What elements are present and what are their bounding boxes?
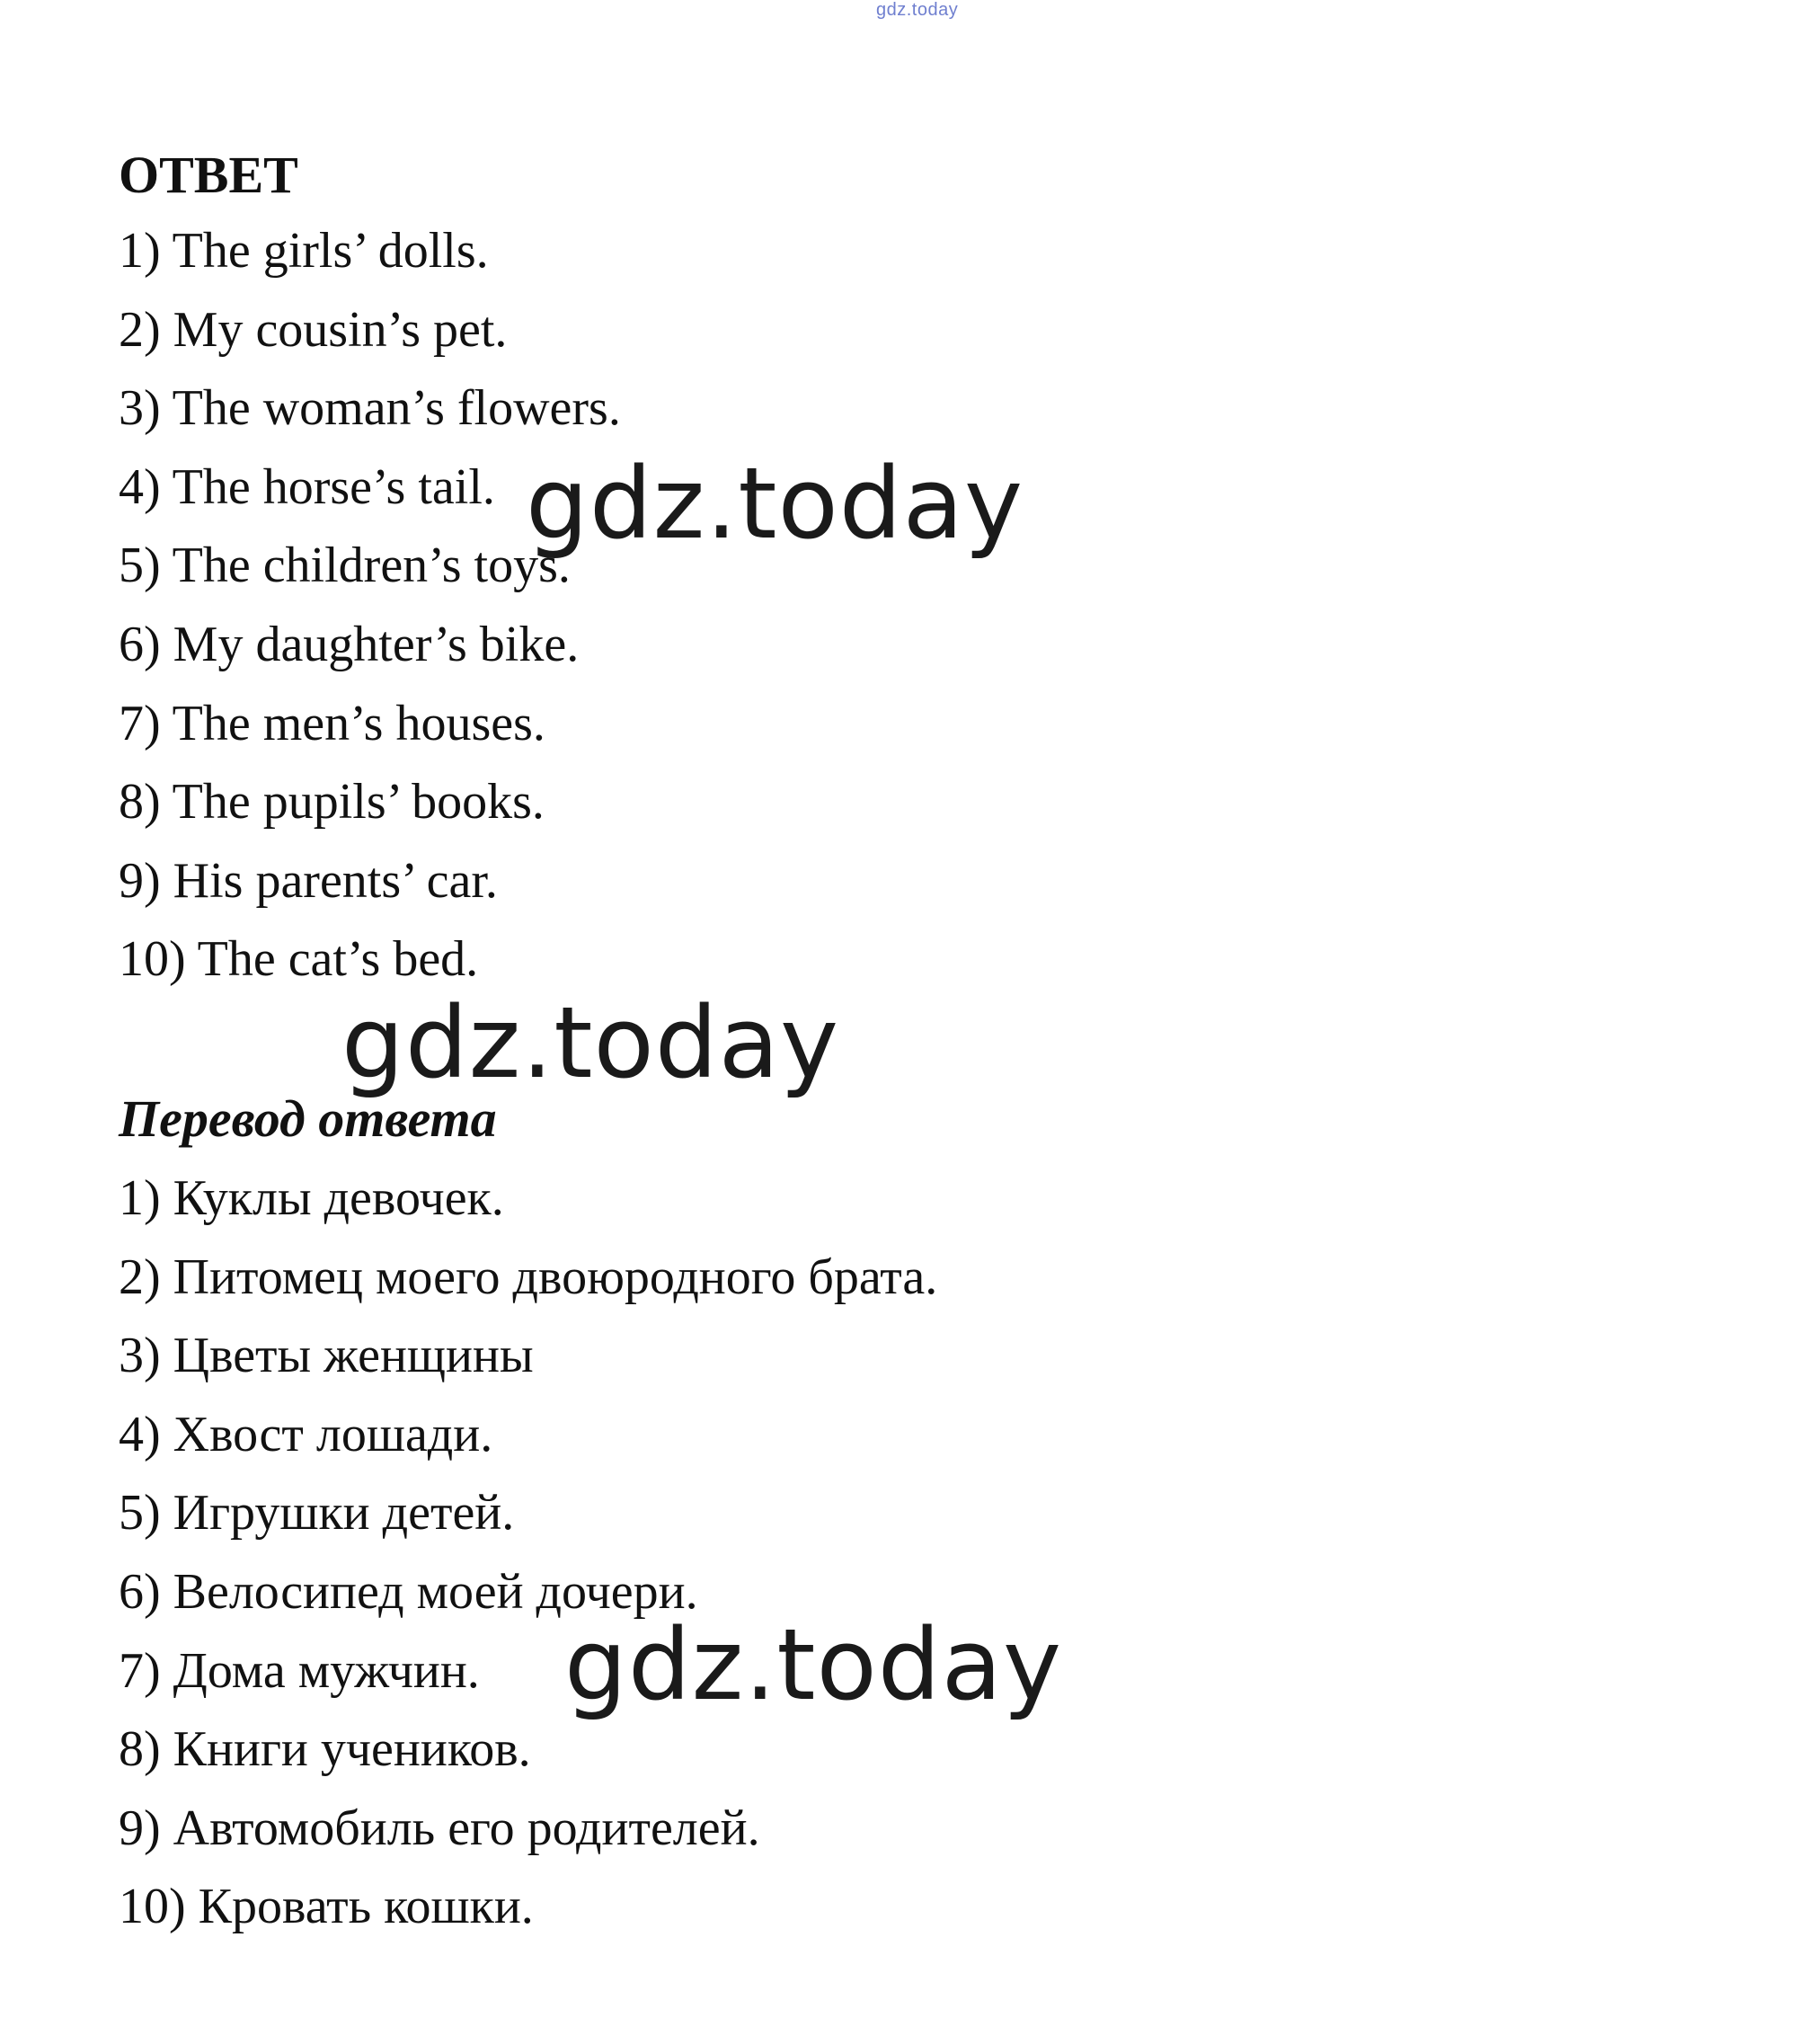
- translation-item: 5) Игрушки детей.: [119, 1485, 515, 1542]
- translation-item: 10) Кровать кошки.: [119, 1879, 534, 1935]
- translation-item: 7) Дома мужчин.: [119, 1642, 480, 1699]
- header-watermark: gdz.today: [876, 0, 959, 20]
- translation-list: [119, 1160, 937, 1947]
- translation-item: 2) Питомец моего двоюродного брата.: [119, 1249, 938, 1305]
- translation-heading: Перевод ответа: [119, 1089, 497, 1148]
- answer-item: 7) The men’s houses.: [119, 695, 545, 751]
- answer-item: 2) My cousin’s pet.: [119, 301, 508, 358]
- answer-item: 6) My daughter’s bike.: [119, 616, 580, 672]
- watermark: gdz.today: [341, 985, 840, 1100]
- answer-item: 3) The woman’s flowers.: [119, 380, 621, 437]
- answer-item: 10) The cat’s bed.: [119, 931, 479, 988]
- answer-heading: ОТВЕТ: [119, 146, 298, 204]
- answer-list: [119, 212, 621, 1000]
- watermark: gdz.today: [526, 446, 1024, 561]
- translation-item: 8) Книги учеников.: [119, 1721, 531, 1778]
- translation-item: 9) Автомобиль его родителей.: [119, 1800, 760, 1856]
- answer-item: 5) The children’s toys.: [119, 538, 571, 594]
- translation-item: 3) Цветы женщины: [119, 1328, 534, 1384]
- answer-item: 4) The horse’s tail.: [119, 458, 495, 515]
- answer-item: 1) The girls’ dolls.: [119, 223, 489, 279]
- answer-item: 8) The pupils’ books.: [119, 774, 545, 831]
- translation-item: 6) Велосипед моей дочери.: [119, 1563, 698, 1620]
- translation-item: 4) Хвост лошади.: [119, 1406, 493, 1462]
- answer-item: 9) His parents’ car.: [119, 852, 498, 909]
- translation-item: 1) Куклы девочек.: [119, 1170, 504, 1226]
- watermark: gdz.today: [564, 1607, 1063, 1722]
